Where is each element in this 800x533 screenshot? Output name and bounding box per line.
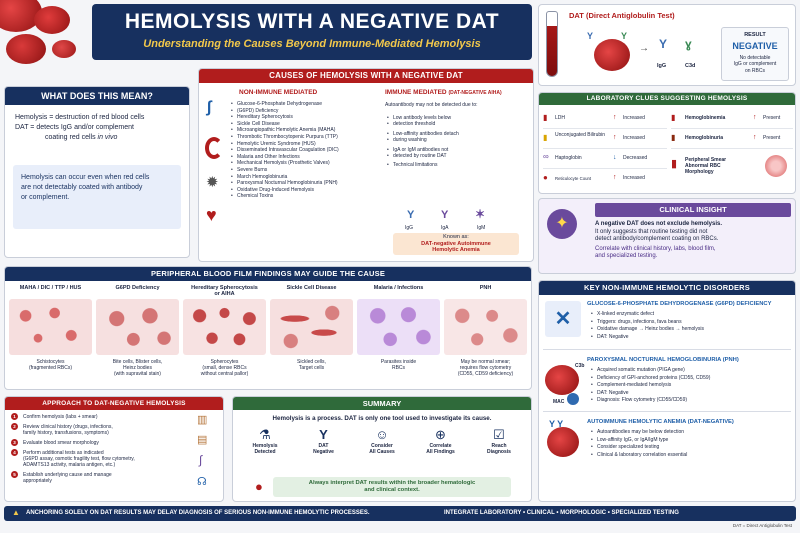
- c3d-label: C3d: [685, 63, 696, 69]
- summary-footer-2: and clinical context.: [364, 487, 420, 493]
- insight-panel: [538, 198, 796, 274]
- film-column: [96, 285, 179, 389]
- meaning-note-3: or complement.: [21, 194, 70, 201]
- film-cap-1: Parasites inside: [380, 359, 417, 365]
- immune-item: • detected by routine DAT: [387, 153, 527, 159]
- header-banner: [92, 4, 532, 60]
- hemoglobinuria-icon: ▮: [671, 133, 676, 142]
- antibody-icon-2: Y: [621, 31, 628, 41]
- non-immune-list: [231, 101, 379, 200]
- lab-name: Haptoglobin: [555, 155, 582, 161]
- lab-status: Present: [763, 135, 781, 141]
- igg-antibody-icon: Y: [407, 209, 415, 221]
- lab-arrow: ↑: [613, 134, 617, 141]
- clipboard-icon: ▤: [197, 434, 208, 446]
- header-decor-cells: [0, 0, 95, 75]
- film-head: PNH: [479, 285, 492, 291]
- film-columns: [9, 285, 527, 389]
- igg-label: IgG: [657, 63, 667, 69]
- insight-1: A negative DAT does not exclude hemolysis.: [595, 221, 723, 227]
- g6pd-item: • Oxidative damage → Heinz bodies → hemolysis: [591, 326, 791, 334]
- antibody-cell-icon: [547, 427, 579, 457]
- footer-bar: [4, 506, 796, 521]
- approach-title: APPROACH TO DAT-NEGATIVE HEMOLYSIS: [5, 397, 223, 410]
- meaning-title: WHAT DOES THIS MEAN?: [5, 87, 189, 105]
- step-number: 5: [11, 471, 18, 478]
- step-line-2: family history, transfusions, symptoms): [23, 430, 109, 436]
- g6pd-list: [591, 311, 791, 341]
- pnh-mac-icon: [567, 393, 579, 405]
- approach-step: [11, 449, 189, 471]
- immune-title-suffix: (DAT-NEGATIVE AIHA): [448, 90, 502, 96]
- summary-step: [419, 427, 463, 467]
- aiha-item: • Clinical & laboratory correlation essential: [591, 452, 791, 460]
- film-cap-2: (small, dense RBCs: [202, 365, 247, 371]
- film-cap-3: without central pallor): [200, 371, 249, 377]
- step-line-1: Confirm hemolysis (labs + smear): [23, 414, 98, 420]
- meaning-note-2: are not detectably coated with antibody: [21, 184, 143, 191]
- flask-icon: ▥: [197, 414, 208, 426]
- lab-arrow: ↑: [753, 134, 757, 141]
- film-cap-2: requires flow cytometry: [459, 365, 512, 371]
- checklist-icon: ☑: [493, 427, 505, 442]
- step-line-2: appropriately: [23, 478, 52, 484]
- result-note-3: on RBCs: [744, 67, 765, 74]
- summary-step-2: All Findings: [426, 449, 455, 455]
- meaning-line-3: coating red cells: [45, 134, 98, 141]
- lab-arrow: ↑: [613, 174, 617, 181]
- film-cap-1: Bite cells, Blister cells,: [112, 359, 163, 365]
- non-immune-item: • Disseminated Intravascular Coagulation (DIC): [231, 147, 379, 154]
- lab-name: Unconjugated Bilirubin: [555, 132, 606, 138]
- summary-footer-1: Always interpret DAT results within the broader hematologic: [308, 480, 476, 486]
- summary-step: [302, 427, 346, 467]
- insight-3: detect antibody/complement coating on RBCs.: [595, 236, 719, 243]
- film-head: Sickle Cell Disease: [286, 285, 337, 291]
- insight-2: It only suggests that routine testing did not: [595, 228, 708, 235]
- summary-panel: [232, 396, 532, 502]
- non-immune-item: • Thrombotic Thrombocytopenic Purpura (TTP): [231, 134, 379, 141]
- approach-step: [11, 413, 189, 423]
- film-cap-3: (CD55, CD59 deficiency): [457, 371, 514, 377]
- schistocyte-image: [9, 299, 92, 355]
- immune-item: • during washing: [387, 137, 527, 143]
- haptoglobin-icon: ∞: [543, 152, 549, 161]
- immune-item: • Low-affinity antibodies detach: [387, 131, 527, 137]
- g6pd-item: • Triggers: drugs, infections, fava beans: [591, 319, 791, 327]
- lab-name: Hemoglobinuria: [685, 135, 724, 141]
- film-column: [270, 285, 353, 389]
- aiha-item: • Low-affinity IgG, or IgA/IgM type: [591, 437, 791, 445]
- drop-icon: ●: [255, 479, 263, 494]
- heart-icon: ♥: [206, 205, 217, 225]
- non-immune-item: • Glucose-6-Phosphate Dehydrogenase: [231, 101, 379, 108]
- step-line-1: Establish underlying cause and manage: [23, 472, 112, 478]
- film-cap-1: Sickled cells,: [297, 359, 326, 365]
- film-cap-2: Heinz bodies: [123, 365, 152, 371]
- microscope-icon: ⚗: [259, 427, 271, 442]
- film-head: MAHA / DIC / TTP / HUS: [19, 285, 82, 291]
- meaning-note: [13, 165, 181, 229]
- step-line-1: Perform additional tests as indicated: [23, 450, 104, 456]
- step-line-2: (G6PD assay, osmotic fragility test, flow cytometry,: [23, 456, 135, 462]
- film-cap-3: (with supravital stain): [114, 371, 161, 377]
- igm-ab-label: IgM: [477, 225, 486, 231]
- film-cap-2: (fragmented RBCs): [28, 365, 73, 371]
- non-immune-item: • Oxidative Drug-Induced Hemolysis: [231, 187, 379, 194]
- approach-step: [11, 423, 189, 439]
- meaning-note-1: Hemolysis can occur even when red cells: [21, 174, 150, 181]
- stethoscope-icon: ☊: [197, 476, 207, 488]
- smear-cell-icon: [765, 155, 787, 177]
- summary-step-2: All Causes: [369, 449, 395, 455]
- insight-title: CLINICAL INSIGHT: [595, 203, 791, 217]
- step-number: 3: [11, 439, 18, 446]
- igg-antibody-icon: Y: [659, 37, 668, 51]
- footer-tagline: INTEGRATE LABORATORY • CLINICAL • MORPHOLOGIC • SPECIALIZED TESTING: [444, 510, 679, 516]
- smear-1: Peripheral Smear: [685, 157, 727, 163]
- summary-step-2: Detected: [254, 449, 276, 455]
- step-line-1: Evaluate blood smear morphology: [23, 440, 99, 446]
- arrow-icon: →: [639, 43, 649, 54]
- spherocyte-image: [183, 299, 266, 355]
- immune-item: • detection threshold: [387, 121, 527, 127]
- result-value: NEGATIVE: [732, 41, 778, 51]
- non-immune-title: NON-IMMUNE MEDIATED: [239, 89, 318, 96]
- known-as-2: Hemolytic Anemia: [432, 247, 480, 253]
- people-icon: ☺: [375, 427, 389, 442]
- step-number: 2: [11, 423, 18, 430]
- film-head: G6PD Deficiency: [115, 285, 160, 291]
- summary-footer: [273, 477, 511, 497]
- dat-tube-icon: [546, 11, 558, 77]
- immune-list: [387, 115, 527, 169]
- summary-step-1: DAT: [318, 443, 329, 449]
- lab-status: Increased: [623, 115, 645, 121]
- causes-title: CAUSES OF HEMOLYSIS WITH A NEGATIVE DAT: [199, 69, 533, 83]
- film-head-2: or AIHA: [214, 291, 235, 297]
- smear-3: Morphology: [685, 169, 714, 176]
- c3d-icon: ɣ: [685, 37, 692, 51]
- smear-row: [671, 149, 793, 187]
- footer-abbrev: DAT = Direct Antiglobulin Test: [732, 523, 792, 528]
- film-column: [357, 285, 440, 389]
- sickle-cell-image: [270, 299, 353, 355]
- iga-ab-label: IgA: [441, 225, 449, 231]
- smear-2: Abnormal RBC: [685, 163, 721, 170]
- summary-step-2: Diagnosis: [487, 449, 511, 455]
- dat-title: DAT (Direct Antiglobulin Test): [569, 11, 675, 20]
- non-immune-item: • Mechanical Hemolysis (Prosthetic Valves): [231, 160, 379, 167]
- insight-4: Correlate with clinical history, labs, blood film,: [595, 245, 716, 252]
- lab-arrow: ↑: [753, 114, 757, 121]
- non-immune-item: • Malaria and Other Infections: [231, 154, 379, 161]
- globe-icon: ⊕: [435, 427, 446, 442]
- meaning-line-1: Hemolysis = destruction of red blood cells: [15, 114, 145, 121]
- pnh-mac-label: MAC: [553, 399, 565, 405]
- igm-antibody-icon: ✶: [475, 207, 486, 221]
- aiha-list: [591, 429, 791, 459]
- ldh-icon: ▮: [543, 113, 548, 122]
- g6pd-item: • DAT: Negative: [591, 334, 791, 342]
- page-subtitle: Understanding the Causes Beyond Immune-Mediated Hemolysis: [143, 38, 481, 50]
- meaning-line-3-italic: in vivo: [97, 134, 118, 141]
- summary-step-1: Consider: [371, 443, 393, 449]
- immune-intro: Autoantibody may not be detected due to:: [385, 102, 478, 108]
- film-cap-1: May be normal smear;: [460, 359, 511, 365]
- known-as-1: DAT-negative Autoimmune: [421, 240, 491, 247]
- film-cap-1: Schistocytes: [36, 359, 65, 365]
- result-label: RESULT: [744, 32, 766, 38]
- immune-item: • Low antibody levels below: [387, 115, 527, 121]
- dna-icon: ∫: [199, 453, 203, 467]
- non-immune-item: • Hereditary Spherocytosis: [231, 114, 379, 121]
- pnh-c3b-label: C3b: [575, 363, 585, 369]
- non-immune-item: • Hemolytic Uremic Syndrome (HUS): [231, 141, 379, 148]
- film-title: PERIPHERAL BLOOD FILM FINDINGS MAY GUIDE THE CAUSE: [5, 267, 531, 281]
- insight-5: and specialized testing.: [595, 253, 658, 260]
- film-column: [444, 285, 527, 389]
- summary-step: [360, 427, 404, 467]
- aiha-antibody-icon: Y Y: [549, 419, 564, 429]
- non-immune-item: • Sickle Cell Disease: [231, 121, 379, 128]
- pnh-image: [444, 299, 527, 355]
- lab-row: [543, 169, 667, 189]
- lab-row: [671, 129, 793, 149]
- film-column: [9, 285, 92, 389]
- summary-line: Hemolysis is a process. DAT is only one tool used to investigate its cause.: [272, 415, 492, 422]
- lab-status: Decreased: [623, 155, 648, 161]
- step-line-1: Review clinical history (drugs, infections,: [23, 424, 113, 430]
- film-cap-2: Target cells: [298, 365, 325, 371]
- iga-antibody-icon: Y: [441, 209, 449, 221]
- dat-test-box: [538, 4, 796, 86]
- lab-panel: [538, 92, 796, 194]
- pnh-item: • DAT: Negative: [591, 390, 791, 398]
- lab-name: Reticulocyte Count: [555, 176, 592, 181]
- summary-step-1: Hemolysis: [252, 443, 278, 449]
- lab-name: Hemoglobinemia: [685, 115, 726, 121]
- kidney-icon: [205, 137, 223, 159]
- aiha-item: • Consider specialized testing: [591, 444, 791, 452]
- summary-step-1: Correlate: [429, 443, 452, 449]
- meaning-panel: [4, 86, 190, 258]
- aiha-title: AUTOIMMUNE HEMOLYTIC ANEMIA (DAT-NEGATIVE): [587, 419, 734, 425]
- lab-name: LDH: [555, 115, 566, 121]
- pnh-item: • Acquired somatic mutation (PIGA gene): [591, 367, 791, 375]
- known-as-box: [393, 233, 519, 255]
- bulb-icon: ✦: [547, 209, 577, 239]
- approach-step: [11, 471, 189, 487]
- summary-step-1: Reach: [491, 443, 507, 449]
- pnh-rbc-icon: [545, 365, 579, 395]
- lab-status: Present: [763, 115, 781, 121]
- footer-warning: ANCHORING SOLELY ON DAT RESULTS MAY DELAY DIAGNOSIS OF SERIOUS NON-IMMUNE HEMOLYTIC PROCESSES.: [26, 510, 370, 516]
- warning-icon: ▲: [12, 508, 20, 517]
- pnh-title: PAROXYSMAL NOCTURNAL HEMOGLOBINURIA (PNH): [587, 357, 739, 363]
- hemoglobinemia-icon: ▮: [671, 113, 676, 122]
- result-note-2: IgG or complement: [733, 61, 777, 68]
- aiha-item: • Autoantibodies may be below detection: [591, 429, 791, 437]
- film-cap-2: RBCs: [391, 365, 406, 371]
- causes-panel: [198, 68, 534, 262]
- result-box: [721, 27, 789, 81]
- igg-ab-label: IgG: [405, 225, 414, 231]
- film-panel: [4, 266, 532, 390]
- dat-rbc-icon: [594, 39, 630, 71]
- summary-step-2: Negative: [313, 449, 334, 455]
- bilirubin-icon: ▮: [543, 133, 548, 142]
- film-cap-1: Spherocytes: [210, 359, 239, 365]
- dna-icon: ∫: [207, 99, 212, 116]
- approach-step: [11, 439, 189, 449]
- summary-steps: [243, 427, 521, 467]
- immune-item: • Technical limitations: [387, 162, 527, 168]
- pnh-item: • Diagnosis: Flow cytometry (CD55/CD59): [591, 397, 791, 405]
- step-number: 4: [11, 449, 18, 456]
- summary-step: [243, 427, 287, 467]
- chromosome-icon: ✕: [545, 301, 581, 337]
- page-title: HEMOLYSIS WITH A NEGATIVE DAT: [124, 10, 500, 33]
- non-immune-item: • Chemical Toxins: [231, 193, 379, 200]
- lab-status: Increased: [623, 175, 645, 181]
- reticulocyte-icon: ●: [543, 173, 548, 182]
- summary-step: [477, 427, 521, 467]
- lab-row: [671, 109, 793, 129]
- malaria-image: [357, 299, 440, 355]
- non-immune-item: • Paroxysmal Nocturnal Hemoglobinuria (PNH): [231, 180, 379, 187]
- pnh-list: [591, 367, 791, 405]
- lab-status: Increased: [623, 135, 645, 141]
- disorders-panel: [538, 280, 796, 502]
- film-head: Hereditary Spherocytosis: [191, 285, 258, 291]
- non-immune-item: • Severe Burns: [231, 167, 379, 174]
- non-immune-item: • March Hemoglobinuria: [231, 174, 379, 181]
- g6pd-title: GLUCOSE-6-PHOSPHATE DEHYDROGENASE (G6PD) DEFICIENCY: [587, 301, 772, 307]
- lab-arrow: ↑: [613, 114, 617, 121]
- lab-row: [543, 129, 667, 149]
- antibody-icon: Y: [319, 427, 328, 442]
- pnh-item: • Complement-mediated hemolysis: [591, 382, 791, 390]
- immune-title: IMMUNE MEDIATED: [385, 89, 447, 96]
- summary-title: SUMMARY: [233, 397, 531, 410]
- virus-icon: ✹: [206, 174, 219, 191]
- immune-item: • IgA or IgM antibodies not: [387, 147, 527, 153]
- lab-row: [543, 149, 667, 169]
- non-immune-item: • Microangiopathic Hemolytic Anemia (MAHA): [231, 127, 379, 134]
- smear-tube-icon: ▮: [671, 158, 678, 170]
- film-head: Malaria / Infections: [373, 285, 424, 291]
- lab-title: LABORATORY CLUES SUGGESTING HEMOLYSIS: [539, 93, 795, 105]
- bite-cell-image: [96, 299, 179, 355]
- disorders-title: KEY NON-IMMUNE HEMOLYTIC DISORDERS: [539, 281, 795, 295]
- lab-row: [543, 109, 667, 129]
- step-number: 1: [11, 413, 18, 420]
- meaning-line-2: DAT = detects IgG and/or complement: [15, 124, 134, 131]
- approach-panel: [4, 396, 224, 502]
- film-column: [183, 285, 266, 389]
- g6pd-item: • X-linked enzymatic defect: [591, 311, 791, 319]
- pnh-item: • Deficiency of GPI-anchored proteins (CD55, CD59): [591, 375, 791, 383]
- lab-arrow: ↓: [613, 154, 617, 161]
- non-immune-item: • (G6PD) Deficiency: [231, 108, 379, 115]
- known-as-label: Known as:: [443, 234, 469, 240]
- result-note-1: No detectable: [739, 55, 771, 61]
- antibody-icon-1: Y: [587, 31, 594, 41]
- step-line-3: ADAMTS13 activity, malaria antigen, etc.): [23, 462, 116, 468]
